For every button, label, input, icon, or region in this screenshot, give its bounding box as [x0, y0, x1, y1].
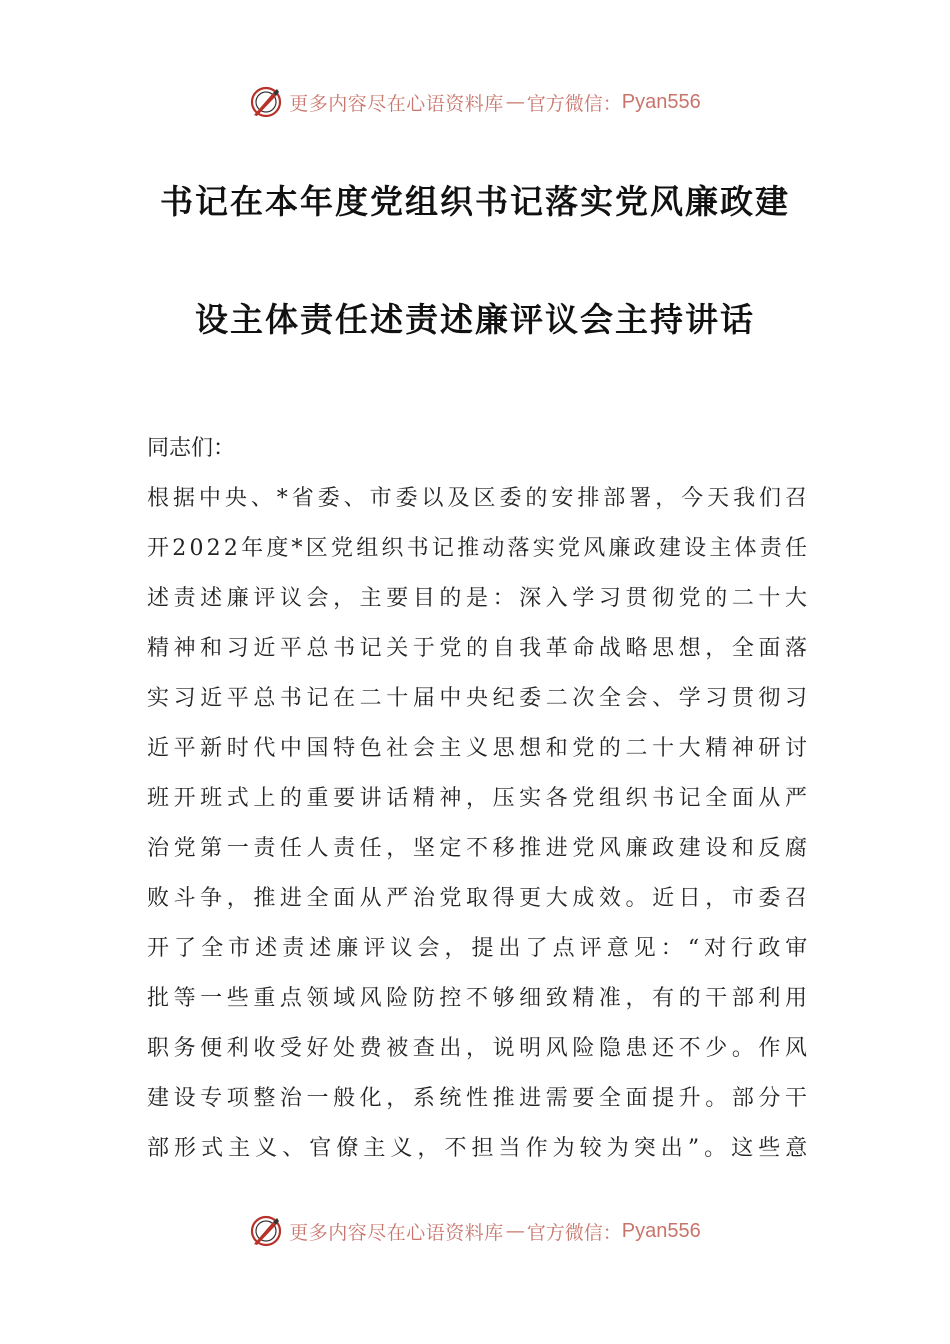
pen-logo-icon [249, 85, 283, 119]
body-line: 部形式主义、官僚主义，不担当作为较为突出”。这些意 [147, 1136, 813, 1161]
body-line: 开2022年度*区党组织书记推动落实党风廉政建设主体责任 [147, 536, 811, 561]
banner-separator: — [505, 1220, 525, 1242]
salutation: 同志们： [147, 436, 236, 461]
body-line: 班开班式上的重要讲话精神，压实各党组织书记全面从严 [147, 786, 812, 811]
document-title-line-2: 设主体责任述责述廉评议会主持讲话 [195, 300, 755, 339]
banner-brand-text: 更多内容尽在心语资料库 [289, 92, 504, 115]
banner-wechat-label: 官方微信： [526, 92, 622, 115]
body-line: 根据中央、*省委、市委以及区委的安排部署，今天我们召 [147, 486, 811, 511]
body-line: 近平新时代中国特色社会主义思想和党的二十大精神研讨 [147, 736, 812, 761]
body-line: 建设专项整治一般化，系统性推进需要全面提升。部分干 [147, 1086, 812, 1111]
pen-logo-icon [249, 1214, 283, 1248]
body-line: 开了全市述责述廉评议会，提出了点评意见：“对行政审 [147, 936, 813, 961]
body-line: 精神和习近平总书记关于党的自我革命战略思想，全面落 [147, 636, 812, 661]
banner-wechat-label: 官方微信： [526, 1221, 622, 1244]
header-banner [0, 84, 950, 120]
body-line: 述责述廉评议会，主要目的是：深入学习贯彻党的二十大 [147, 586, 812, 611]
body-line: 职务便利收受好处费被查出，说明风险隐患还不少。作风 [147, 1036, 812, 1061]
banner-wechat-id: Pyan556 [621, 90, 701, 113]
banner-separator: — [505, 91, 525, 113]
body-line: 治党第一责任人责任，坚定不移推进党风廉政建设和反腐 [147, 836, 812, 861]
body-line: 批等一些重点领域风险防控不够细致精准，有的干部利用 [147, 986, 812, 1011]
banner-wechat-id: Pyan556 [621, 1219, 701, 1242]
document-title-line-1: 书记在本年度党组织书记落实党风廉政建 [160, 182, 790, 221]
body-line: 败斗争，推进全面从严治党取得更大成效。近日，市委召 [147, 886, 812, 911]
body-line: 实习近平总书记在二十届中央纪委二次全会、学习贯彻习 [147, 686, 812, 711]
banner-brand-text: 更多内容尽在心语资料库 [289, 1221, 504, 1244]
footer-banner [0, 1213, 950, 1249]
